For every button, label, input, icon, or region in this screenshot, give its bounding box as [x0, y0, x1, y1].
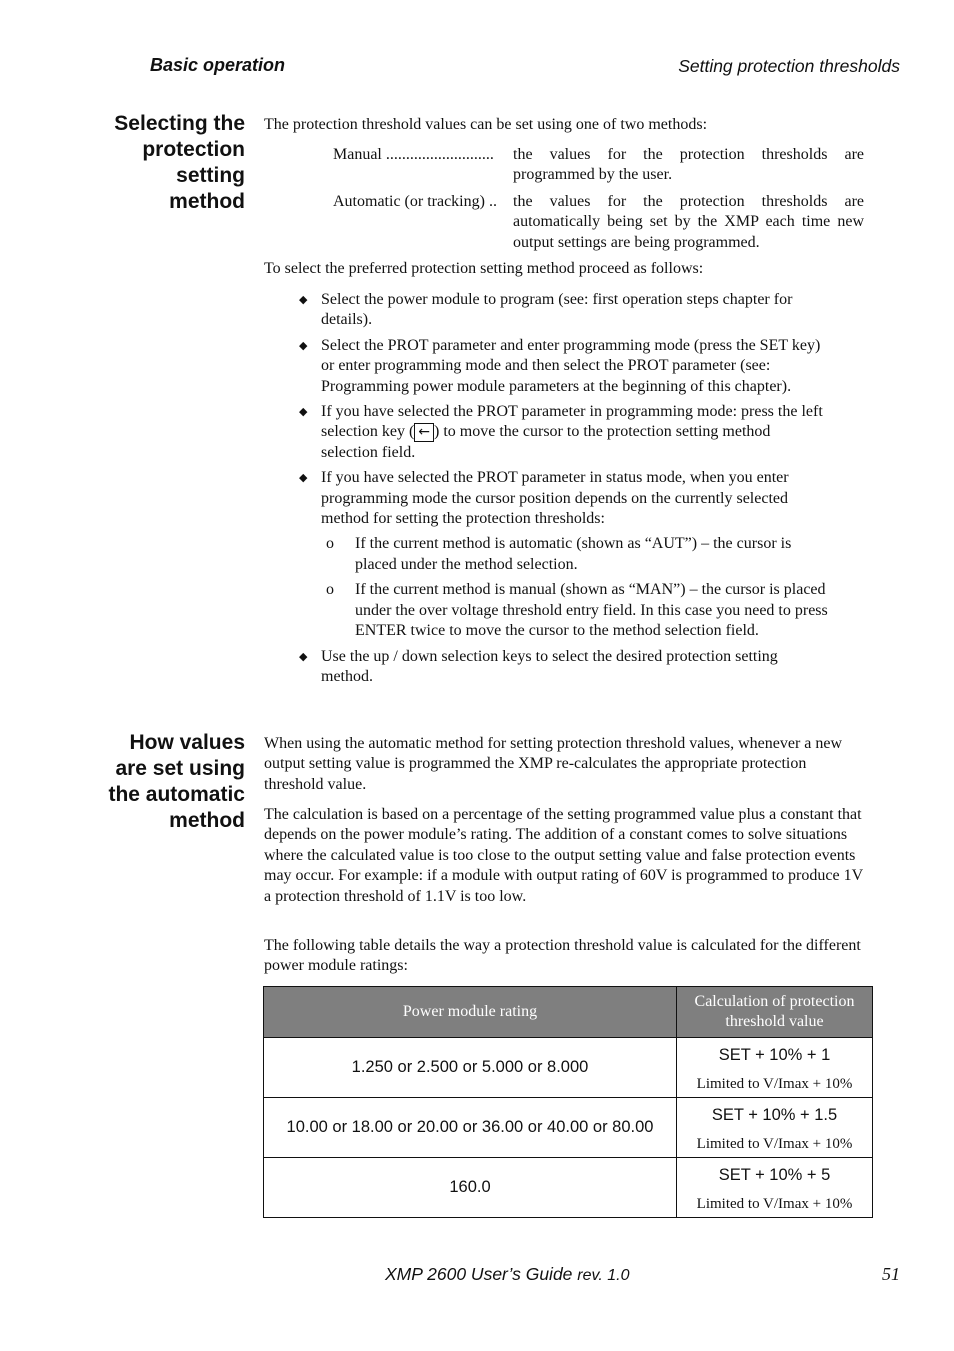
table-row [264, 1038, 873, 1098]
bullet-circle-icon: o [326, 581, 334, 599]
calc-formula: SET + 10% + 5 [718, 1166, 831, 1185]
header-calculation: Calculation of protection threshold value [677, 987, 873, 1038]
automatic-paragraph-2: The calculation is based on a percentage of the setting programmed value plus a constant that depends on the power module’s rating. The addition of a constant comes to solve situations where the calculated value is too close to the output setting value and false protection events may occur. For example: if a module with output rating of 60V is programmed to produce 1V a protection threshold of 1.1V is too low. [264, 806, 863, 905]
rating-cell: 160.0 [264, 1158, 677, 1218]
running-header-left: Basic operation [150, 55, 286, 75]
footer-title: XMP 2600 User’s Guide rev. 1.0 [385, 1264, 630, 1284]
method-description: the values for the protection thresholds are programmed by the user. [513, 146, 864, 184]
bullet-diamond-icon: ◆ [299, 406, 308, 419]
intro-paragraph: The protection threshold values can be set using one of two methods: [264, 116, 708, 133]
section-heading-automatic-method: How values are set using the automatic method [108, 731, 245, 832]
bullet-diamond-icon: ◆ [299, 294, 308, 306]
list-item: ◆ If you have selected the PROT parameter in programming mode: press the left selection key ( ← ) to move the cursor to the protection setting method selection field. [299, 403, 823, 461]
page-number: 51 [882, 1264, 900, 1284]
calc-limit: Limited to V/Imax + 10% [696, 1195, 853, 1212]
running-header-right: Setting protection thresholds [678, 56, 900, 76]
list-item: ◆ Use the up / down selection keys to select the desired protection setting method. [299, 647, 778, 685]
bullet-diamond-icon: ◆ [299, 339, 308, 352]
method-description: the values for the protection thresholds are automatically being set by the XMP each time new output settings are being programmed. [513, 193, 864, 251]
automatic-paragraph-1: When using the automatic method for setting protection threshold values, whenever a new output setting value is programmed the XMP re-calculates the appropriate protection threshold value. [264, 735, 843, 793]
left-arrow-key-icon: ← [414, 423, 434, 442]
calc-cell [677, 1038, 873, 1098]
sub-list [321, 534, 829, 641]
calc-formula: SET + 10% + 1.5 [711, 1106, 838, 1125]
method-definition-manual [333, 145, 864, 186]
bullet-diamond-icon: ◆ [299, 472, 308, 485]
footer-revision: rev. 1.0 [577, 1267, 630, 1284]
rating-cell: 10.00 or 18.00 or 20.00 or 36.00 or 40.00 or 80.00 [264, 1098, 677, 1158]
table-row [264, 1098, 873, 1158]
list-item: ◆ Select the PROT parameter and enter programming mode (press the SET key) or enter programming mode and then select the PROT parameter (see: Programming power module parameters at the beginning of this chapter). [299, 336, 821, 395]
calc-cell [677, 1098, 873, 1158]
list-item: ◆ If you have selected the PROT parameter in status mode, when you enter programming mode the cursor position depends on the currently selected method for setting the protection thresholds: o If the current method is automatic (shown as “AUT”) – the cursor is placed under the method selection. o If the current method is manual (shown as “MAN”) – the cursor is placed under the over voltage threshold entry field. In this case you need to press ENTER twice to move the cursor to the method selection field. [264, 468, 829, 641]
bullet-circle-icon: o [326, 535, 334, 553]
calc-formula: SET + 10% + 1 [718, 1046, 831, 1065]
header-power-module-rating: Power module rating [264, 987, 677, 1038]
calc-limit: Limited to V/Imax + 10% [696, 1135, 853, 1152]
threshold-calculation-table [263, 986, 873, 1218]
automatic-paragraph-3: The following table details the way a protection threshold value is calculated for the different power module ratings: [264, 937, 861, 975]
table-header-row [264, 987, 873, 1038]
calc-cell [677, 1158, 873, 1218]
calc-limit: Limited to V/Imax + 10% [696, 1075, 853, 1092]
procedure-list [264, 290, 829, 692]
rating-cell: 1.250 or 2.500 or 5.000 or 8.000 [264, 1038, 677, 1098]
list-item: ◆ Select the power module to program (see: first operation steps chapter for details). [299, 291, 793, 329]
lead-paragraph: To select the preferred protection setting method proceed as follows: [264, 260, 704, 277]
section-heading-selecting-method: Selecting the protection setting method [114, 112, 245, 213]
bullet-diamond-icon: ◆ [299, 650, 308, 663]
table-row [264, 1158, 873, 1218]
method-term: Automatic (or tracking) .. [333, 193, 497, 210]
sub-list-item: o If the current method is manual (shown as “MAN”) – the cursor is placed under the over voltage threshold entry field. In this case you need to press ENTER twice to move the cursor to the method selection field. [326, 581, 828, 640]
sub-list-item: o If the current method is automatic (shown as “AUT”) – the cursor is placed under the method selection. [326, 535, 792, 573]
method-definition-automatic [333, 192, 864, 253]
method-term: Manual ........................... [333, 146, 494, 163]
